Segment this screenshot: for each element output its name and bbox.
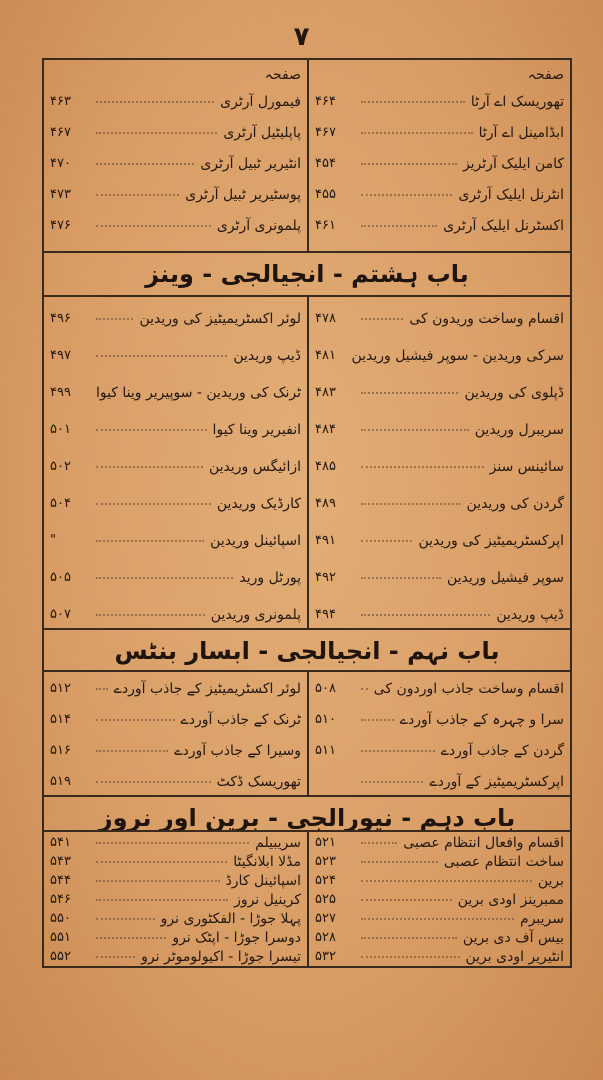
leader-dots bbox=[96, 842, 249, 844]
toc-entry bbox=[309, 179, 570, 210]
entry-page-number: ۵۱۴ bbox=[50, 712, 71, 727]
entry-title: اپرکسٹریمیٹیز کی وریدین bbox=[418, 532, 564, 549]
entry-title: انٹرنل ایلیک آرٹری bbox=[458, 186, 564, 203]
toc-entry bbox=[44, 890, 307, 909]
leader-dots bbox=[361, 842, 397, 844]
leader-dots bbox=[361, 225, 437, 227]
entry-title: انٹیریر ٹبیل آرٹری bbox=[200, 155, 301, 172]
section-heading: باب دہم - نیورالجی - برین اور نروز bbox=[98, 804, 516, 832]
entry-title: تھوریسک اے آرٹا bbox=[470, 93, 564, 110]
entry-title: اکسٹرنل ایلیک آرٹری bbox=[443, 217, 564, 234]
section-2-left-column bbox=[44, 673, 307, 797]
leader-dots bbox=[361, 719, 394, 721]
toc-entry bbox=[309, 86, 570, 117]
entry-title: ساخت انتظام عصبی bbox=[443, 853, 564, 870]
entry-page-number: ۵۱۲ bbox=[50, 681, 71, 696]
entry-title: ڈپلوی کی وریدین bbox=[464, 384, 564, 401]
toc-entry bbox=[309, 928, 570, 947]
leader-dots bbox=[361, 918, 514, 920]
toc-entry bbox=[44, 704, 307, 735]
entry-page-number: ۴۹۹ bbox=[50, 385, 71, 400]
toc-entry bbox=[309, 909, 570, 928]
entry-title: گردن کے جاذب آوردے bbox=[440, 742, 564, 759]
entry-title: ڈیپ وریدین bbox=[233, 347, 301, 364]
leader-dots bbox=[96, 101, 214, 103]
entry-page-number: ۴۷۰ bbox=[50, 156, 71, 171]
entry-title: انفیریر وینا کیوا bbox=[212, 421, 301, 438]
entry-page-number: ۴۹۴ bbox=[315, 607, 336, 622]
entry-title: وسیرا کے جاذب آوردے bbox=[174, 742, 301, 759]
entry-title: کارڈیک وریدین bbox=[216, 495, 301, 512]
entry-page-number: ۴۹۶ bbox=[50, 311, 71, 326]
entry-page-number: ۵۴۶ bbox=[50, 892, 71, 907]
toc-entry bbox=[44, 871, 307, 890]
toc-entry bbox=[309, 411, 570, 448]
entry-page-number: ۵۱۰ bbox=[315, 712, 336, 727]
leader-dots bbox=[96, 355, 227, 357]
entry-page-number: ۵۱۹ bbox=[50, 774, 71, 789]
leader-dots bbox=[96, 429, 207, 431]
entry-title: پلمونری وریدین bbox=[210, 606, 301, 623]
leader-dots bbox=[96, 503, 211, 505]
entry-page-number: ۵۲۱ bbox=[315, 835, 336, 850]
entry-page-number: ۴۶۷ bbox=[315, 125, 336, 140]
entry-title: ٹرنک کے جاذب آوردے bbox=[180, 711, 301, 728]
entry-page-number: ۵۰۷ bbox=[50, 607, 71, 622]
entry-page-number: ۵۲۸ bbox=[315, 930, 336, 945]
leader-dots bbox=[96, 861, 227, 863]
column-divider bbox=[307, 670, 309, 795]
leader-dots bbox=[96, 318, 133, 320]
entry-title: سریبرل وریدین bbox=[474, 421, 564, 438]
section-3-left-column bbox=[44, 833, 307, 966]
section-heading: باب ہشتم - انجیالجی - وینز bbox=[145, 260, 469, 288]
toc-entry bbox=[309, 704, 570, 735]
entry-page-number: ۴۹۷ bbox=[50, 348, 71, 363]
entry-page-number: ۵۵۰ bbox=[50, 911, 71, 926]
toc-entry bbox=[309, 735, 570, 766]
entry-page-number: ۴۹۲ bbox=[315, 570, 336, 585]
leader-dots bbox=[361, 132, 473, 134]
entry-title: اقسام وساخت وریدون کی bbox=[409, 310, 564, 327]
toc-entry bbox=[44, 735, 307, 766]
entry-title: اپرکسٹریمیٹیز کے آوردے bbox=[429, 773, 564, 790]
section-1-right-column bbox=[309, 300, 570, 633]
entry-page-number: ۴۶۳ bbox=[50, 94, 71, 109]
toc-entry bbox=[309, 522, 570, 559]
entry-title: پلمونری آرٹری bbox=[216, 217, 301, 234]
entry-title: ازائیگس وریدین bbox=[208, 458, 301, 475]
entry-page-number: ۵۰۴ bbox=[50, 496, 71, 511]
entry-title: پاپلیٹیل آرٹری bbox=[223, 124, 301, 141]
entry-title: سریبیلم bbox=[255, 834, 301, 851]
toc-entry bbox=[309, 300, 570, 337]
leader-dots bbox=[361, 577, 441, 579]
leader-dots bbox=[361, 614, 490, 616]
entry-page-number: ۵۵۱ bbox=[50, 930, 71, 945]
column-divider bbox=[307, 60, 309, 251]
entry-title: سرکی وریدین - سوپر فیشیل وریدین bbox=[351, 347, 564, 364]
toc-entry bbox=[44, 210, 307, 241]
leader-dots bbox=[96, 614, 205, 616]
leader-dots bbox=[361, 781, 423, 783]
entry-page-number: ۵۴۴ bbox=[50, 873, 71, 888]
toc-entry bbox=[44, 522, 307, 559]
leader-dots bbox=[96, 719, 175, 721]
toc-entry bbox=[44, 766, 307, 797]
entry-page-number: ۴۵۴ bbox=[315, 156, 336, 171]
entry-page-number: ۴۷۸ bbox=[315, 311, 336, 326]
entry-title: انٹیریر اودی برین bbox=[465, 948, 564, 965]
leader-dots bbox=[96, 750, 168, 752]
entry-title: سریبرم bbox=[520, 910, 564, 927]
entry-page-number: ۴۸۵ bbox=[315, 459, 336, 474]
toc-entry bbox=[44, 117, 307, 148]
leader-dots bbox=[361, 194, 452, 196]
toc-entry bbox=[309, 337, 570, 374]
toc-entry bbox=[44, 833, 307, 852]
toc-entry bbox=[309, 148, 570, 179]
entry-title: کامن ایلیک آرٹریز bbox=[462, 155, 564, 172]
entry-page-number: ۴۶۴ bbox=[315, 94, 336, 109]
entry-title: لوئر اکسٹریمیٹیز کے جاذب آوردے bbox=[113, 680, 301, 697]
leader-dots bbox=[96, 956, 135, 958]
toc-entry bbox=[44, 947, 307, 966]
entry-page-number: ۵۳۲ bbox=[315, 949, 336, 964]
toc-entry bbox=[44, 928, 307, 947]
toc-entry bbox=[309, 852, 570, 871]
entry-title: دوسرا جوڑا - اپٹک نرو bbox=[172, 929, 301, 946]
toc-entry bbox=[309, 117, 570, 148]
leader-dots bbox=[96, 577, 233, 579]
leader-dots bbox=[361, 750, 435, 752]
entry-page-number: ۵۰۸ bbox=[315, 681, 336, 696]
toc-entry bbox=[309, 485, 570, 522]
entry-page-number: ۵۴۳ bbox=[50, 854, 71, 869]
leader-dots bbox=[96, 899, 228, 901]
entry-title: سوپر فیشیل وریدین bbox=[446, 569, 564, 586]
toc-entry bbox=[44, 559, 307, 596]
entry-title: گردن کی وریدین bbox=[466, 495, 564, 512]
toc-entry bbox=[44, 337, 307, 374]
entry-page-number: ۵۱۶ bbox=[50, 743, 71, 758]
toc-entry bbox=[309, 947, 570, 966]
entry-page-number: ۵۵۲ bbox=[50, 949, 71, 964]
entry-title: ڈیپ وریدین bbox=[496, 606, 564, 623]
leader-dots bbox=[361, 466, 484, 468]
toc-entry bbox=[44, 300, 307, 337]
leader-dots bbox=[361, 429, 469, 431]
leader-dots bbox=[361, 503, 461, 505]
leader-dots bbox=[361, 880, 532, 882]
leader-dots bbox=[96, 225, 211, 227]
entry-title: لوئر اکسٹریمیٹیز کی وریدین bbox=[139, 310, 301, 327]
entry-title: پورٹل ورید bbox=[239, 569, 301, 586]
leader-dots bbox=[361, 937, 457, 939]
entry-page-number: ۵۱۱ bbox=[315, 743, 336, 758]
section-0-left-column bbox=[44, 64, 307, 241]
leader-dots bbox=[96, 880, 220, 882]
entry-title: ٹرنک کی وریدین - سوپیریر وینا کیوا bbox=[95, 384, 301, 401]
toc-entry bbox=[309, 374, 570, 411]
entry-title: سائینس سنز bbox=[489, 458, 564, 475]
entry-page-number: ۴۷۶ bbox=[50, 218, 71, 233]
entry-title: برین bbox=[537, 872, 564, 889]
leader-dots bbox=[96, 132, 217, 134]
leader-dots bbox=[361, 956, 460, 958]
contents-table bbox=[42, 58, 572, 968]
page-column-header: صفحہ bbox=[264, 67, 301, 83]
entry-title: پوسٹیریر ٹبیل آرٹری bbox=[185, 186, 301, 203]
toc-entry bbox=[309, 210, 570, 241]
toc-entry bbox=[44, 411, 307, 448]
toc-entry bbox=[309, 766, 570, 797]
entry-page-number: ۵۲۷ bbox=[315, 911, 336, 926]
toc-entry bbox=[309, 448, 570, 485]
entry-title: اسپائینل وریدین bbox=[210, 532, 301, 549]
toc-entry bbox=[44, 852, 307, 871]
leader-dots bbox=[361, 318, 403, 320]
toc-entry bbox=[44, 374, 307, 411]
leader-dots bbox=[361, 861, 438, 863]
leader-dots bbox=[361, 540, 412, 542]
entry-page-number: ۴۸۴ bbox=[315, 422, 336, 437]
leader-dots bbox=[96, 781, 211, 783]
leader-dots bbox=[96, 918, 155, 920]
page-number: ۷ bbox=[293, 22, 310, 52]
entry-page-number: ۵۲۳ bbox=[315, 854, 336, 869]
entry-title: ابڈامینل اے آرٹا bbox=[478, 124, 564, 141]
leader-dots bbox=[361, 899, 452, 901]
entry-title: اسپائینل کارڈ bbox=[225, 872, 301, 889]
toc-entry bbox=[44, 485, 307, 522]
section-heading: باب نہم - انجیالجی - ابسار بنٹس bbox=[114, 637, 500, 665]
column-divider bbox=[307, 295, 309, 628]
entry-title: پہلا جوڑا - الفکٹوری نرو bbox=[160, 910, 301, 927]
entry-page-number: ۵۰۵ bbox=[50, 570, 71, 585]
toc-entry bbox=[309, 673, 570, 704]
entry-title: کرینیل نروز bbox=[234, 891, 301, 908]
entry-page-number: " bbox=[50, 533, 56, 548]
toc-entry bbox=[44, 448, 307, 485]
entry-title: سرا و چہرہ کے جاذب آوردے bbox=[399, 711, 564, 728]
entry-page-number: ۴۷۳ bbox=[50, 187, 71, 202]
column-divider bbox=[307, 830, 309, 966]
section-1-left-column bbox=[44, 300, 307, 633]
section-2-right-column bbox=[309, 673, 570, 797]
entry-title: فیمورل آرٹری bbox=[220, 93, 301, 110]
entry-title: ممبرینز اودی برین bbox=[457, 891, 564, 908]
entry-title: بیس آف دی برین bbox=[462, 929, 564, 946]
entry-page-number: ۴۸۹ bbox=[315, 496, 336, 511]
leader-dots bbox=[361, 392, 458, 394]
toc-entry bbox=[44, 148, 307, 179]
entry-page-number: ۵۲۵ bbox=[315, 892, 336, 907]
entry-page-number: ۴۶۷ bbox=[50, 125, 71, 140]
entry-title: تھوریسک ڈکٹ bbox=[216, 773, 301, 790]
entry-page-number: ۵۴۱ bbox=[50, 835, 71, 850]
leader-dots bbox=[96, 540, 204, 542]
entry-title: مڈلا ابلانگیٹا bbox=[233, 853, 301, 870]
entry-title: اقسام وساخت جاذب اوردون کی bbox=[373, 680, 564, 697]
entry-page-number: ۵۰۱ bbox=[50, 422, 71, 437]
toc-entry bbox=[309, 871, 570, 890]
leader-dots bbox=[96, 688, 108, 690]
leader-dots bbox=[96, 937, 166, 939]
entry-page-number: ۴۹۱ bbox=[315, 533, 336, 548]
toc-entry bbox=[309, 559, 570, 596]
leader-dots bbox=[361, 163, 457, 165]
toc-entry bbox=[309, 890, 570, 909]
entry-page-number: ۵۰۲ bbox=[50, 459, 71, 474]
entry-page-number: ۴۵۵ bbox=[315, 187, 336, 202]
page-column-header: صفحہ bbox=[527, 67, 564, 83]
entry-title: تیسرا جوڑا - اکیولوموٹر نرو bbox=[141, 948, 301, 965]
toc-entry bbox=[44, 909, 307, 928]
section-3-right-column bbox=[309, 833, 570, 966]
toc-entry bbox=[309, 833, 570, 852]
toc-entry bbox=[44, 86, 307, 117]
leader-dots bbox=[361, 101, 465, 103]
leader-dots bbox=[96, 466, 203, 468]
entry-title: اقسام وافعال انتظام عصبی bbox=[403, 834, 564, 851]
entry-page-number: ۵۲۴ bbox=[315, 873, 336, 888]
toc-entry bbox=[44, 179, 307, 210]
entry-page-number: ۴۶۱ bbox=[315, 218, 336, 233]
section-0-right-column bbox=[309, 64, 570, 241]
leader-dots bbox=[96, 163, 194, 165]
leader-dots bbox=[361, 688, 368, 690]
toc-entry bbox=[44, 673, 307, 704]
entry-page-number: ۴۸۳ bbox=[315, 385, 336, 400]
entry-page-number: ۴۸۱ bbox=[315, 348, 336, 363]
leader-dots bbox=[96, 194, 179, 196]
